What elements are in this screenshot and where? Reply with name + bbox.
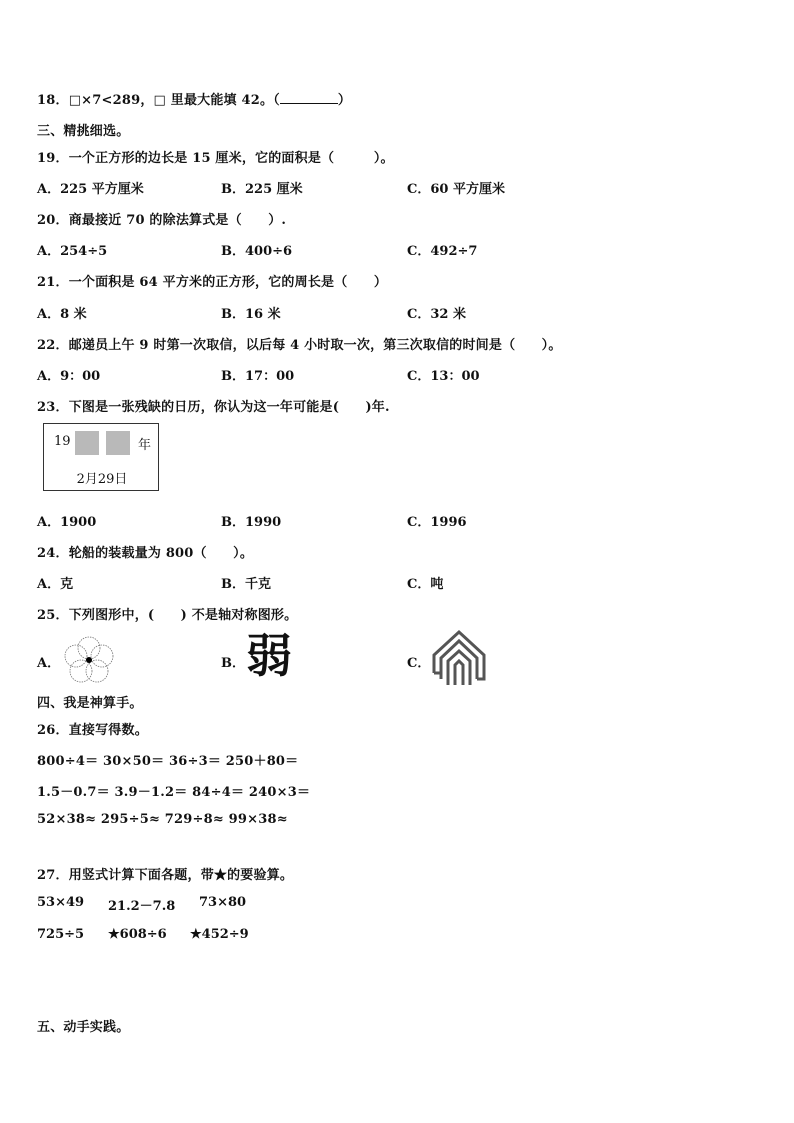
q24-option-c[interactable]: C．吨: [407, 577, 444, 592]
answer-blank[interactable]: [280, 91, 338, 104]
q23-option-c[interactable]: C．1996: [407, 515, 467, 530]
q27-item: ★452÷9: [190, 927, 249, 942]
q21-option-a[interactable]: A．8 米: [37, 307, 87, 322]
q25-option-c[interactable]: C．: [407, 656, 431, 671]
question-19-stem: 19．一个正方形的边长是 15 厘米，它的面积是（ ）。: [37, 151, 394, 166]
q24-option-b[interactable]: B．千克: [221, 577, 271, 592]
nested-arch-logo-figure[interactable]: [430, 627, 488, 689]
q25-option-a[interactable]: A．: [37, 656, 61, 671]
section-3-title: 三、精挑细选。: [37, 124, 130, 139]
q19-option-c[interactable]: C．60 平方厘米: [407, 182, 505, 197]
question-18: [37, 89, 351, 108]
section-5-title: 五、动手实践。: [37, 1020, 130, 1035]
calendar-year-suffix: 年: [138, 438, 152, 453]
question-24-stem: 24．轮船的装载量为 800（ ）。: [37, 546, 254, 561]
question-22-stem: 22．邮递员上午 9 时第一次取信，以后每 4 小时取一次，第三次取信的时间是（ ）。: [37, 338, 562, 353]
section-4-title: 四、我是神算手。: [37, 696, 143, 711]
q27-item: 73×80: [199, 895, 247, 910]
question-26-stem: 26．直接写得数。: [37, 723, 148, 738]
q21-option-c[interactable]: C．32 米: [407, 307, 466, 322]
question-23-stem: 23．下图是一张残缺的日历，你认为这一年可能是( )年.: [37, 400, 390, 415]
q27-item: ★608÷6: [108, 927, 167, 942]
q27-item: 725÷5: [37, 927, 85, 942]
q19-option-b[interactable]: B．225 厘米: [221, 182, 303, 197]
calendar-date: 2月29日: [76, 472, 128, 487]
chinese-character-figure[interactable]: 弱: [246, 629, 292, 683]
q22-option-a[interactable]: A．9：00: [37, 369, 101, 384]
q23-option-a[interactable]: A．1900: [37, 515, 97, 530]
question-27-stem: 27．用竖式计算下面各题，带★的要验算。: [37, 868, 294, 883]
torn-calendar: [43, 423, 159, 491]
q21-option-b[interactable]: B．16 米: [221, 307, 281, 322]
q22-option-b[interactable]: B．17：00: [221, 369, 295, 384]
q20-option-c[interactable]: C．492÷7: [407, 244, 478, 259]
q19-option-a[interactable]: A．225 平方厘米: [37, 182, 144, 197]
question-18-text: 18．□×7<289，□ 里最大能填 42。（: [37, 93, 280, 108]
question-21-stem: 21．一个面积是 64 平方米的正方形，它的周长是（ ）: [37, 275, 388, 290]
missing-digit-box: [75, 431, 99, 455]
q22-option-c[interactable]: C．13：00: [407, 369, 480, 384]
question-18-close: ）: [337, 93, 352, 108]
q20-option-b[interactable]: B．400÷6: [221, 244, 293, 259]
q23-option-b[interactable]: B．1990: [221, 515, 282, 530]
q24-option-a[interactable]: A．克: [37, 577, 74, 592]
missing-digit-box: [106, 431, 130, 455]
q26-row-2: 1.5－0.7＝ 3.9－1.2＝ 84÷4＝ 240×3＝: [37, 785, 311, 800]
question-25-stem: 25．下列图形中，( ) 不是轴对称图形。: [37, 608, 298, 623]
q26-row-1: 800÷4＝ 30×50＝ 36÷3＝ 250＋80＝: [37, 754, 299, 769]
q27-item: 21.2－7.8: [108, 899, 176, 914]
q20-option-a[interactable]: A．254÷5: [37, 244, 108, 259]
q26-row-3: 52×38≈ 295÷5≈ 729÷8≈ 99×38≈: [37, 812, 288, 827]
question-20-stem: 20．商最接近 70 的除法算式是（ ）.: [37, 213, 287, 228]
flower-circles-figure[interactable]: [62, 636, 116, 684]
q27-item: 53×49: [37, 895, 85, 910]
calendar-year-prefix: 19: [54, 434, 71, 449]
q25-option-b[interactable]: B．: [221, 656, 245, 671]
